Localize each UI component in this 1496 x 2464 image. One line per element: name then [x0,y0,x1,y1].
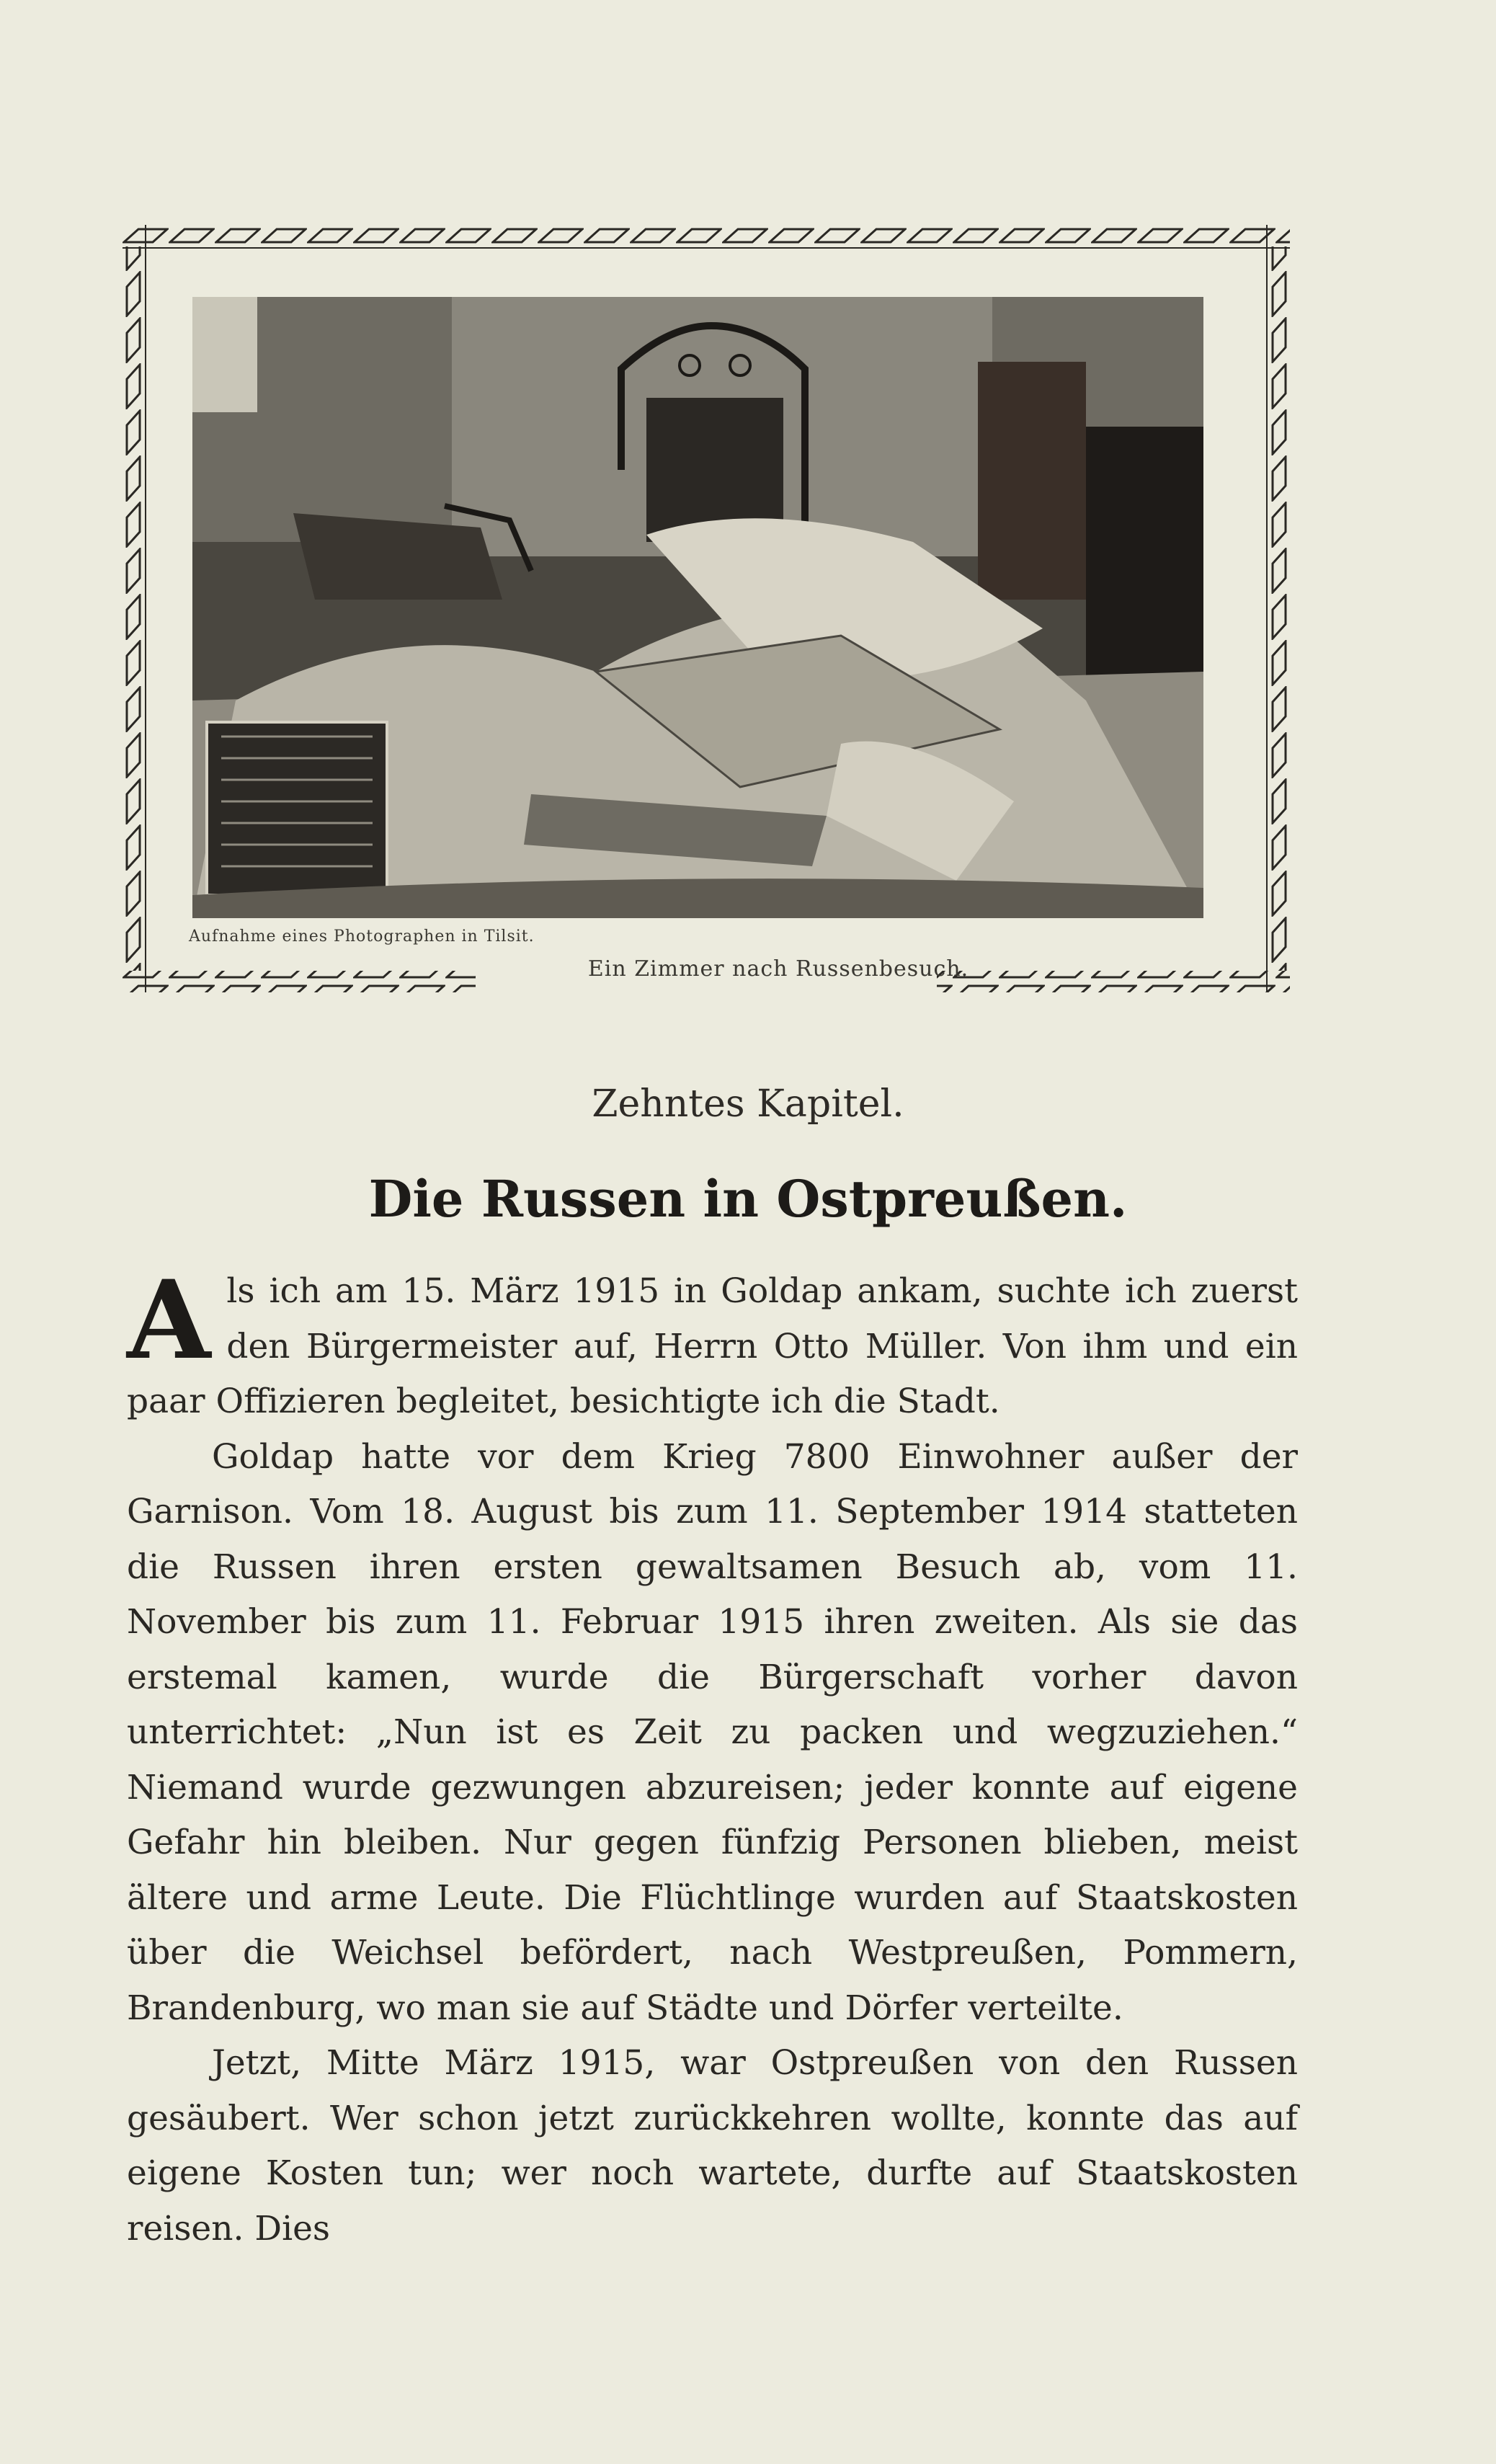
chapter-title: Die Russen in Ostpreußen. [368,1169,1128,1229]
ruined-room-photo [192,297,1203,918]
paragraph-2: Goldap hatte vor dem Krieg 7800 Einwohner außer der Garnison. Vom 18. August bis zum 11. September 1914 statteten die Russen ihren ersten gewaltsamen Besuch ab, vom 11. November bis zum 11. Februar 1915 ihren zweiten. Als sie das erstemal kamen, wurde die Bürgerschaft vorher davon unterrichtet: „Nun ist es Zeit zu packen und wegzuziehen.“ Niemand wurde gezwungen abzureisen; jeder konnte auf eigene Gefahr hin bleiben. Nur gegen fünfzig Personen blieben, meist ältere und arme Leute. Die Flüchtlinge wurden auf Staatskosten über die Weichsel befördert, nach Westpreußen, Pommern, Brandenburg, wo man sie auf Städte und Dörfer verteilte. [127,1436,1298,2028]
drop-cap: A [127,1257,211,1384]
photo-caption: Ein Zimmer nach Russenbesuch. [587,956,969,982]
chapter-number: Zehntes Kapitel. [592,1082,904,1126]
illustration-frame [123,225,1290,992]
paragraph-1-text: ls ich am 15. März 1915 in Goldap ankam, suchte ich zuerst den Bürgermeister auf, Herrn Otto Müller. Von ihm und ein paar Offizieren begleitet, besichtigte ich die Stadt. [127,1271,1298,1421]
body-text [127,1257,1298,2256]
photo-credit: Aufnahme eines Photographen in Tilsit. [189,928,535,946]
paragraph-3: Jetzt, Mitte März 1915, war Ostpreußen von den Russen gesäubert. Wer schon jetzt zurückkehren wollte, konnte das auf eigene Kosten tun; wer noch wartete, durfte auf Staatskosten reisen. Dies [127,2043,1298,2249]
paragraph-1 [127,1257,1298,1430]
